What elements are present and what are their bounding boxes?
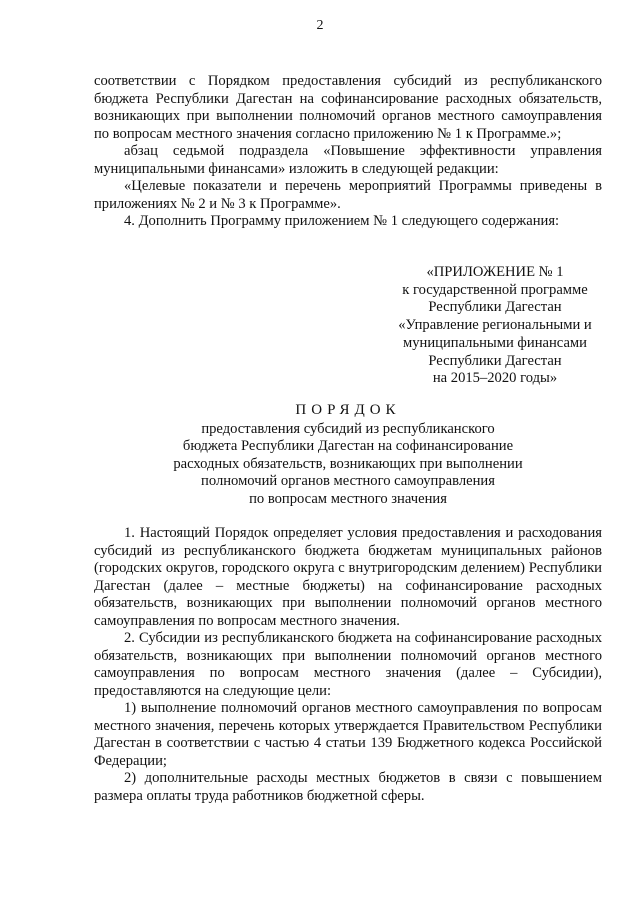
body-paragraph-3: 1) выполнение полномочий органов местного самоуправления по вопросам местного значения, перечень которых утверждается Правительством Республики Дагестан в соответствии с частью 4 статьи 139 Бюджетного кодекса Российской Федерации; xyxy=(94,700,602,769)
body-paragraph-4: 2) дополнительные расходы местных бюджетов в связи с повышением размера оплаты труда работников бюджетной сферы. xyxy=(94,770,602,804)
appendix-line: «Управление региональными и xyxy=(398,317,592,334)
body-paragraph-2: 2. Субсидии из республиканского бюджета на софинансирование расходных обязательств, возникающих при выполнении полномочий органов местного самоуправления по вопросам местного значения (далее – Субсидии), предоставляются на следующие цели: xyxy=(94,630,602,699)
appendix-header xyxy=(380,264,610,388)
intro-paragraph-2: абзац седьмой подраздела «Повышение эффективности управления муниципальными финансами» изложить в следующей редакции: xyxy=(94,143,602,177)
title-heading: ПОРЯДОК xyxy=(295,402,401,418)
appendix-line: на 2015–2020 годы» xyxy=(432,370,558,387)
intro-text xyxy=(94,73,602,231)
appendix-line: муниципальными финансами xyxy=(403,334,587,351)
intro-paragraph-3: «Целевые показатели и перечень мероприятий Программы приведены в приложениях № 2 и № 3 к Программе». xyxy=(94,178,602,212)
page-number: 2 xyxy=(316,18,324,33)
appendix-line: «ПРИЛОЖЕНИЕ № 1 xyxy=(426,264,564,280)
title-subline: расходных обязательств, возникающих при выполнении xyxy=(173,455,523,472)
appendix-line: Республики Дагестан xyxy=(428,299,562,316)
appendix-line: к государственной программе xyxy=(402,281,588,298)
title-subline: бюджета Республики Дагестан на софинансирование xyxy=(182,438,514,455)
body-text xyxy=(94,525,602,805)
document-title xyxy=(94,402,602,509)
intro-paragraph-4: 4. Дополнить Программу приложением № 1 следующего содержания: xyxy=(124,213,560,229)
title-subline: предоставления субсидий из республиканского xyxy=(201,420,495,437)
intro-paragraph-1: соответствии с Порядком предоставления субсидий из республиканского бюджета Республики Дагестан на софинансирование расходных обязательств, возникающих при выполнении полномочий органов местного самоуправления по вопросам местного значения согласно приложению № 1 к Программе.»; xyxy=(94,73,602,142)
title-subline: по вопросам местного значения xyxy=(249,490,447,507)
body-paragraph-1: 1. Настоящий Порядок определяет условия предоставления и расходования субсидий из республиканского бюджета бюджетам муниципальных районов (городских округов, городского округа с внутригородским делением) Республики Дагестан (далее – местные бюджеты) на софинансирование расходных обязательств, возникающих при выполнении полномочий органов местного самоуправления по вопросам местного значения. xyxy=(94,525,602,629)
appendix-line: Республики Дагестан xyxy=(428,352,562,369)
title-subline: полномочий органов местного самоуправления xyxy=(201,473,495,490)
